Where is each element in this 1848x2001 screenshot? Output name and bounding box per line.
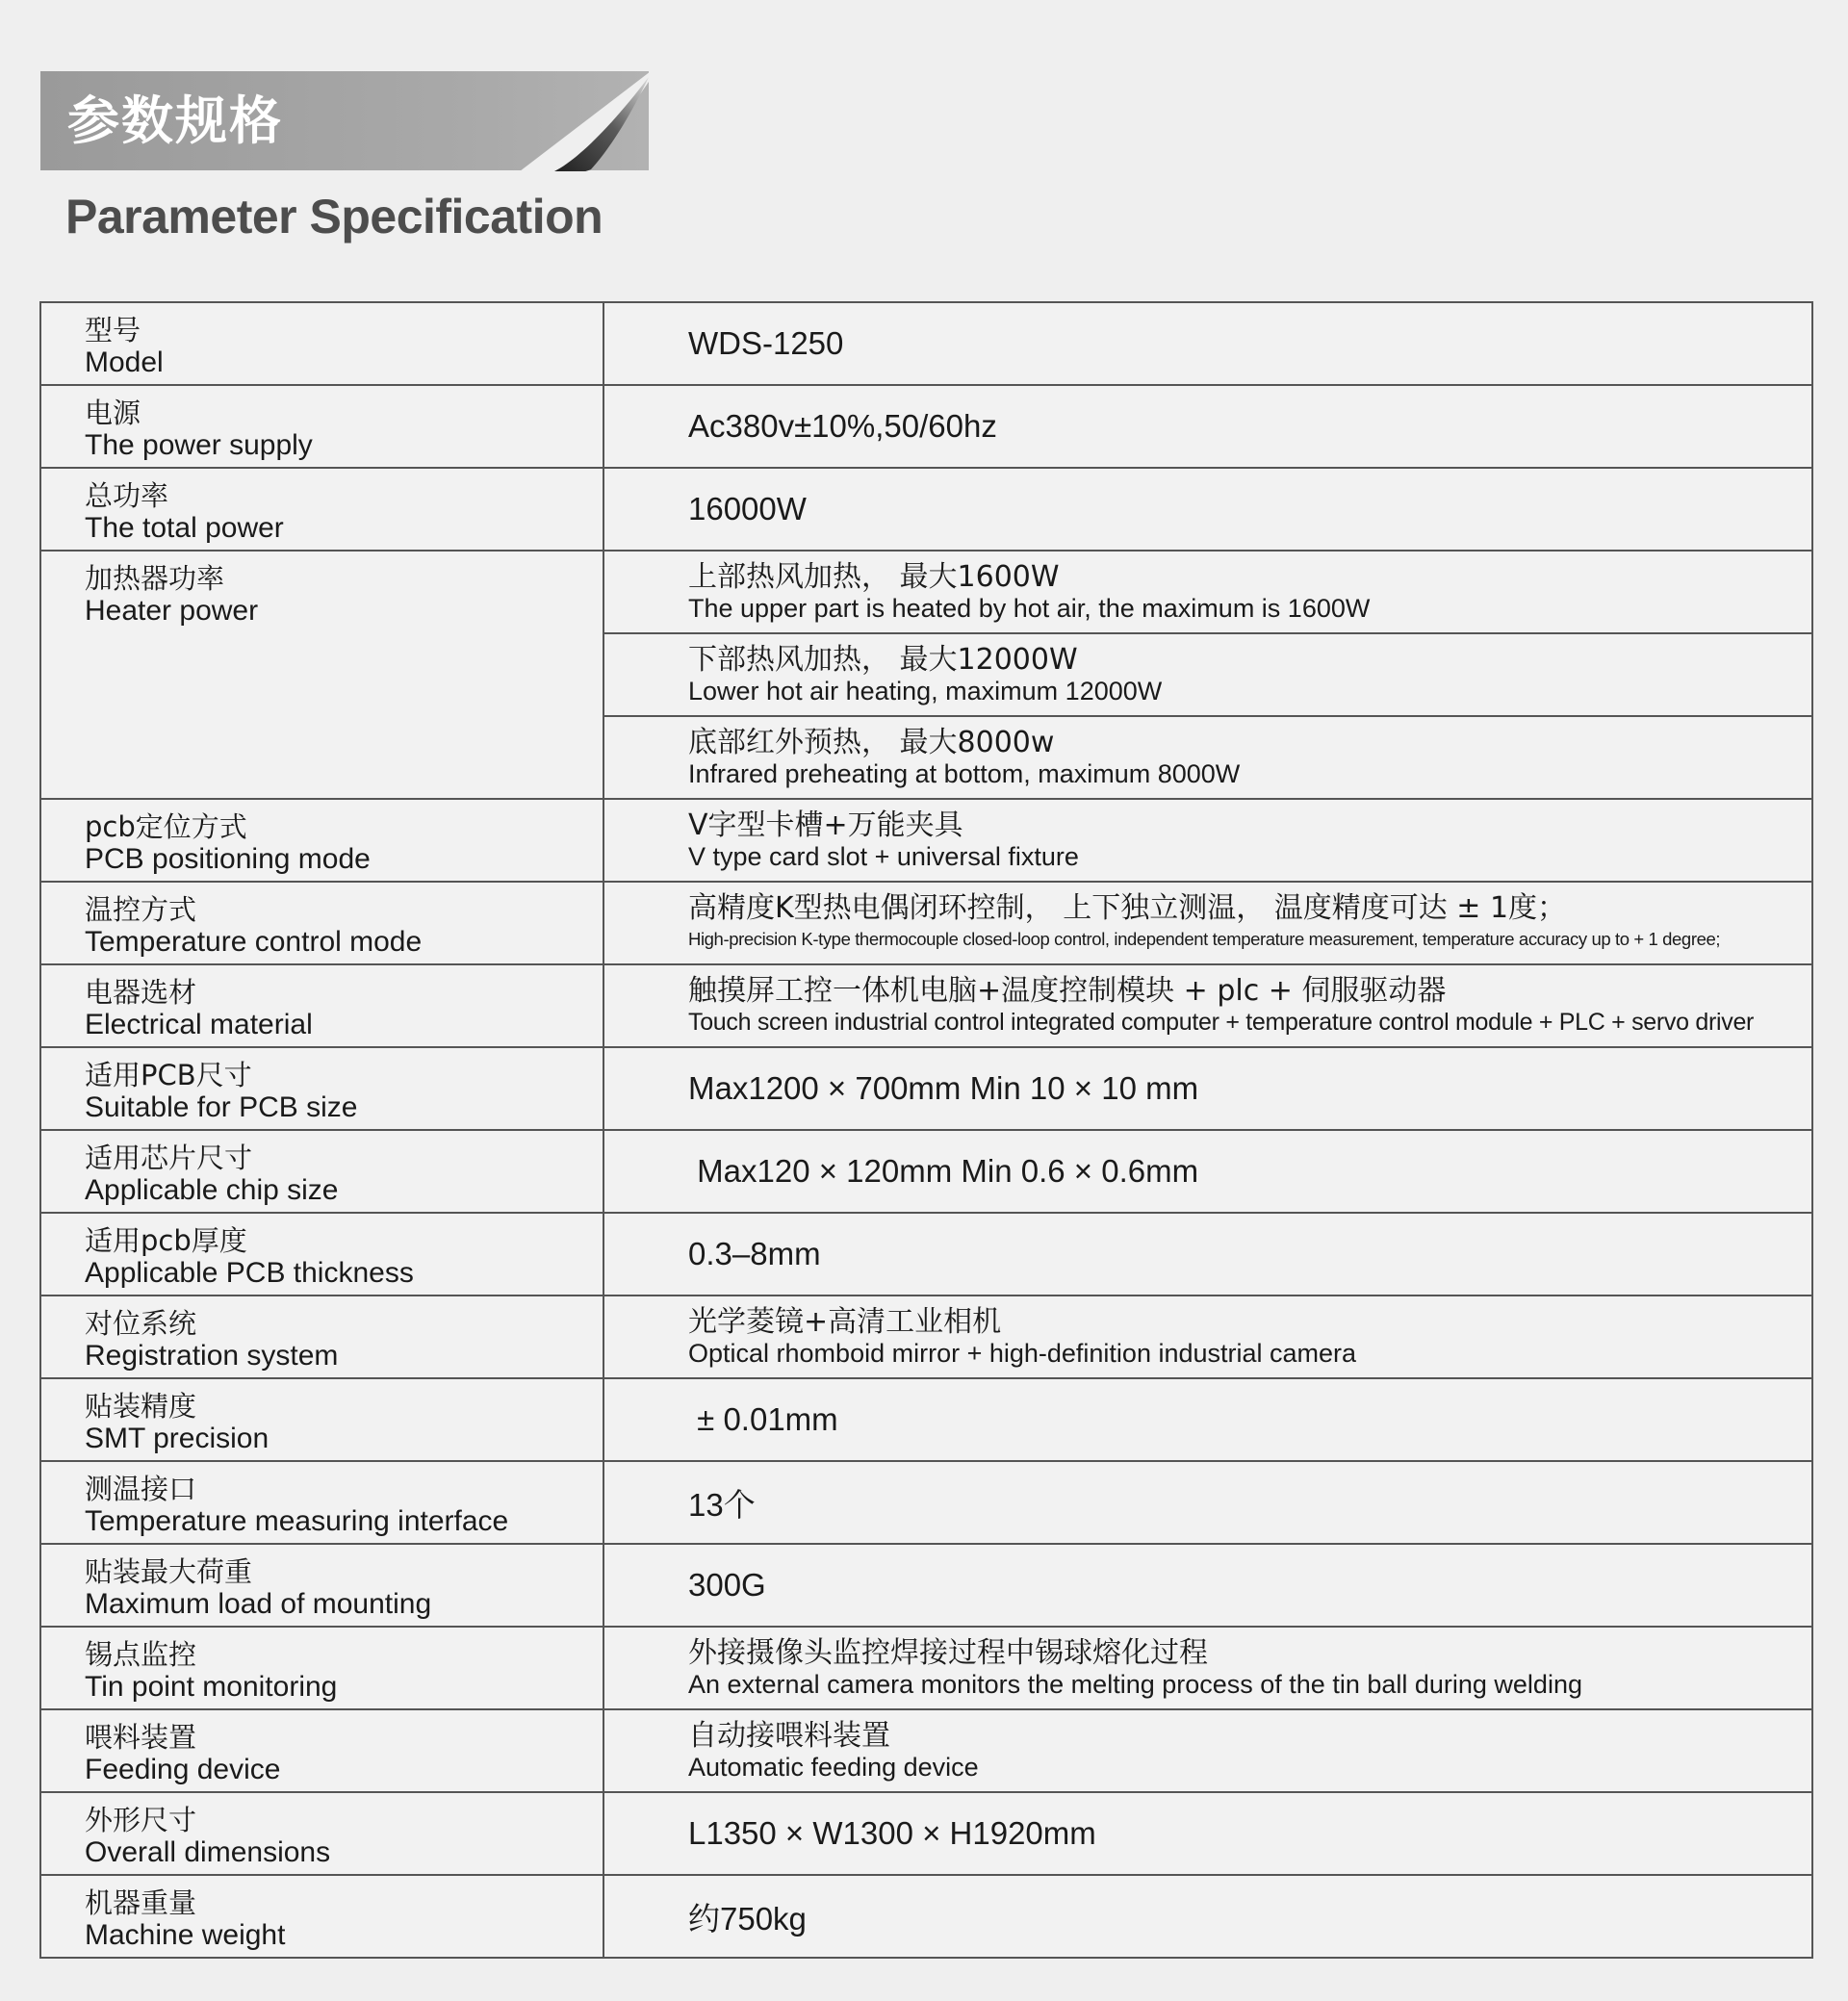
value: WDS-1250 xyxy=(688,325,844,361)
value: 300G xyxy=(688,1567,766,1603)
spec-row-heater-power xyxy=(40,551,1812,633)
spec-row-power-supply xyxy=(40,385,1812,468)
value-zh: 下部热风加热， 最大12000W xyxy=(688,643,1078,677)
value-en: High-precision K-type thermocouple closed-loop control, independent temperature measurement, temperature accuracy up to + 1 degree; xyxy=(688,929,1721,949)
value: Max1200 × 700mm Min 10 × 10 mm xyxy=(688,1070,1199,1106)
label-en: SMT precision xyxy=(85,1423,270,1454)
value-zh: 高精度K型热电偶闭环控制， 上下独立测温， 温度精度可达 ± 1度； xyxy=(688,891,1567,925)
value-en: An external camera monitors the melting process of the tin ball during welding xyxy=(688,1670,1582,1699)
value-zh: V字型卡槽+万能夹具 xyxy=(688,808,963,842)
spec-row-temp-interface xyxy=(40,1461,1812,1544)
value: L1350 × W1300 × H1920mm xyxy=(688,1815,1096,1851)
spec-row-registration xyxy=(40,1296,1812,1378)
label-zh: 适用pcb厚度 xyxy=(85,1224,247,1257)
label-en: Electrical material xyxy=(85,1009,313,1040)
spec-row-pcb-positioning xyxy=(40,799,1812,882)
label-zh: 总功率 xyxy=(85,479,169,512)
label-zh: 贴装最大荷重 xyxy=(85,1555,253,1588)
spec-row-machine-weight xyxy=(40,1875,1812,1958)
label-zh: 机器重量 xyxy=(85,1886,197,1919)
value-en: Lower hot air heating, maximum 12000W xyxy=(688,677,1163,705)
spec-row-model xyxy=(40,302,1812,385)
label-en: Feeding device xyxy=(85,1754,281,1785)
label-zh: pcb定位方式 xyxy=(85,810,247,843)
value: 13个 xyxy=(688,1486,756,1523)
label-en: Registration system xyxy=(85,1340,339,1372)
label-en: Model xyxy=(85,346,164,378)
spec-row-temperature-control xyxy=(40,882,1812,964)
label-zh: 喂料装置 xyxy=(85,1721,197,1754)
value: 0.3–8mm xyxy=(688,1236,821,1271)
spec-row-smt-precision xyxy=(40,1378,1812,1461)
value-zh: 触摸屏工控一体机电脑+温度控制模块 + plc + 伺服驱动器 xyxy=(688,974,1447,1008)
label-zh: 电源 xyxy=(85,397,141,429)
value: Max120 × 120mm Min 0.6 × 0.6mm xyxy=(688,1153,1199,1189)
page-curl-icon xyxy=(520,71,651,171)
value-en: V type card slot + universal fixture xyxy=(688,842,1079,871)
spec-row-tin-monitoring xyxy=(40,1627,1812,1709)
value: 约750kg xyxy=(688,1900,807,1937)
label-zh: 电器选材 xyxy=(85,976,197,1009)
value-zh: 外接摄像头监控焊接过程中锡球熔化过程 xyxy=(688,1636,1208,1670)
label-zh: 温控方式 xyxy=(85,893,197,926)
label-zh: 适用PCB尺寸 xyxy=(85,1059,252,1091)
label-zh: 外形尺寸 xyxy=(85,1804,197,1836)
spec-row-electrical-material xyxy=(40,964,1812,1047)
label-en: Temperature control mode xyxy=(85,926,423,958)
spec-row-total-power xyxy=(40,468,1812,551)
spec-row-pcb-thickness xyxy=(40,1213,1812,1296)
value-en: Optical rhomboid mirror + high-definition industrial camera xyxy=(688,1339,1357,1368)
value: ± 0.01mm xyxy=(688,1401,838,1437)
label-zh: 测温接口 xyxy=(85,1473,197,1505)
value-zh: 光学菱镜+高清工业相机 xyxy=(688,1305,1002,1339)
page-title-en: Parameter Specification xyxy=(65,190,603,244)
label-en: Applicable PCB thickness xyxy=(85,1257,414,1289)
spec-row-feeding-device xyxy=(40,1709,1812,1792)
label-zh: 型号 xyxy=(85,314,141,346)
value-en: The upper part is heated by hot air, the maximum is 1600W xyxy=(688,594,1371,623)
label-zh: 对位系统 xyxy=(85,1307,197,1340)
label-zh: 锡点监控 xyxy=(85,1638,197,1671)
spec-table xyxy=(39,301,1813,1959)
label-en: PCB positioning mode xyxy=(85,843,371,875)
value: Ac380v±10%,50/60hz xyxy=(688,408,997,444)
value: 16000W xyxy=(688,491,807,526)
label-en: Heater power xyxy=(85,595,259,627)
label-zh: 贴装精度 xyxy=(85,1390,197,1423)
spec-row-max-load xyxy=(40,1544,1812,1627)
label-zh: 适用芯片尺寸 xyxy=(85,1142,253,1174)
spec-row-overall-dimensions xyxy=(40,1792,1812,1875)
label-zh: 加热器功率 xyxy=(85,562,225,595)
label-en: Machine weight xyxy=(85,1919,286,1951)
label-en: Overall dimensions xyxy=(85,1836,331,1868)
value-en: Automatic feeding device xyxy=(688,1753,979,1782)
label-en: The power supply xyxy=(85,429,313,461)
spec-row-chip-size xyxy=(40,1130,1812,1213)
value-zh: 自动接喂料装置 xyxy=(688,1719,890,1753)
value-zh: 底部红外预热， 最大8000w xyxy=(688,726,1055,759)
value-en: Infrared preheating at bottom, maximum 8000W xyxy=(688,759,1241,788)
label-en: Applicable chip size xyxy=(85,1174,339,1206)
label-en: Tin point monitoring xyxy=(85,1671,338,1703)
value-zh: 上部热风加热， 最大1600W xyxy=(688,560,1060,594)
value-en: Touch screen industrial control integrated computer + temperature control module + PLC + servo driver xyxy=(688,1009,1755,1036)
label-en: Temperature measuring interface xyxy=(85,1505,509,1537)
spec-row-pcb-size xyxy=(40,1047,1812,1130)
label-en: Suitable for PCB size xyxy=(85,1091,358,1123)
label-en: The total power xyxy=(85,512,284,544)
page-title-zh: 参数规格 xyxy=(67,90,283,151)
label-en: Maximum load of mounting xyxy=(85,1588,432,1620)
